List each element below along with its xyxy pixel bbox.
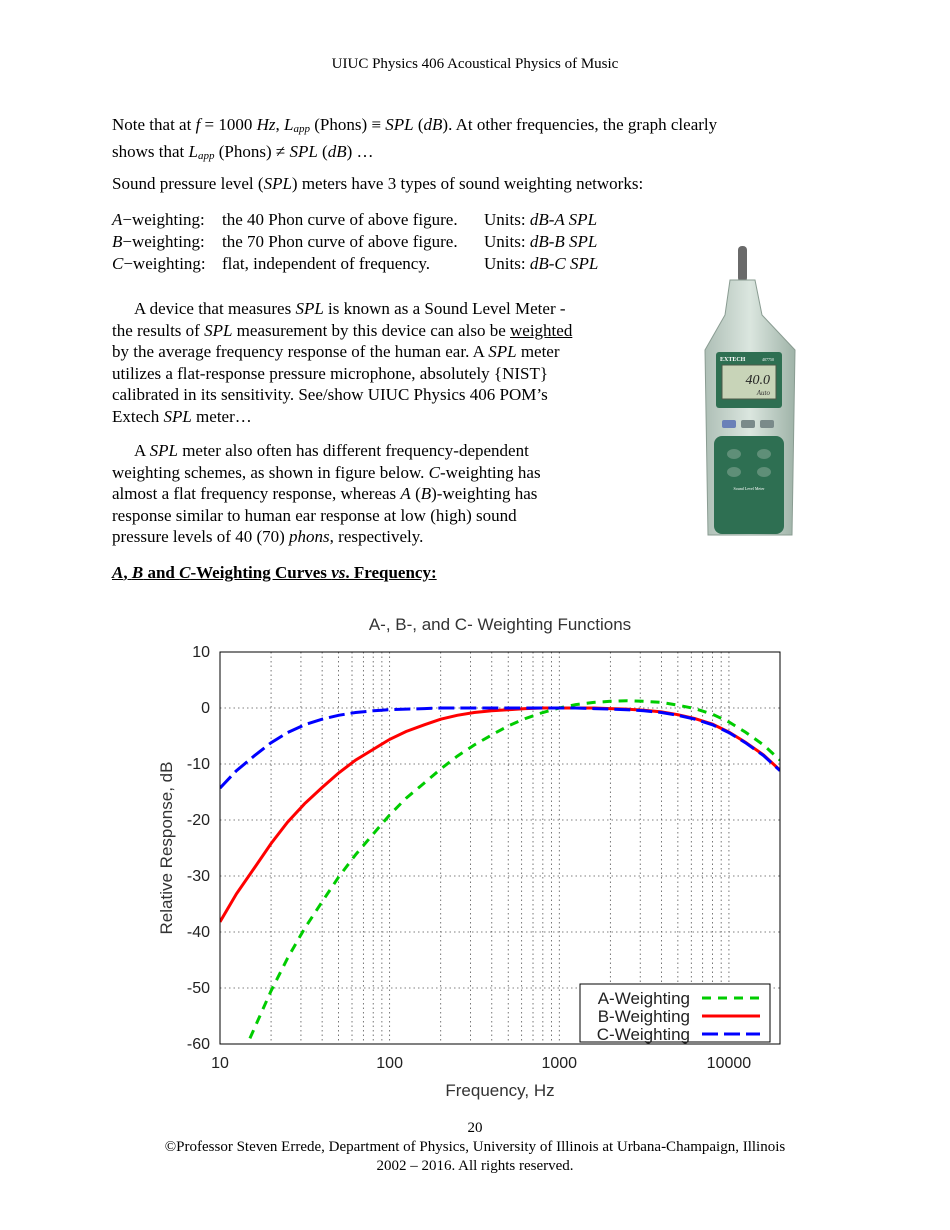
- footer-line-2: 2002 – 2016. All rights reserved.: [376, 1158, 574, 1174]
- page-number: 20: [467, 1120, 483, 1136]
- x-tick-label: 100: [376, 1055, 403, 1072]
- weighting-row-b: B−weighting: the 70 Phon curve of above figure. Units: dB-B SPL: [112, 232, 598, 251]
- meter-key-2: [757, 449, 771, 459]
- chart-legend: [580, 984, 770, 1044]
- microphone-icon: [738, 246, 747, 282]
- weighting-row-a: A−weighting: the 40 Phon curve of above figure. Units: dB-A SPL: [112, 210, 598, 229]
- meter-model: 407750: [762, 357, 774, 362]
- weighting-schemes-paragraph: A SPL meter also often has different frequency-dependent weighting schemes, as shown in figure below. C-weighting has almost a flat frequency response, whereas A (B)-weighting has response similar to human ear response at low (high) sound pressure levels of 40 (70) phons, respectively.: [112, 441, 541, 546]
- page-header: UIUC Physics 406 Acoustical Physics of Music: [331, 56, 619, 72]
- meter-display-mode: Auto: [756, 389, 770, 397]
- legend-label: C-Weighting: [596, 1025, 690, 1044]
- series-b-weighting: [220, 708, 780, 922]
- chart-xlabel: Frequency, Hz: [445, 1081, 555, 1100]
- y-tick-label: 10: [192, 644, 210, 661]
- meter-key-4: [757, 467, 771, 477]
- meter-button-2: [741, 420, 755, 428]
- meter-button-3: [760, 420, 774, 428]
- footer-line-1: ©Professor Steven Errede, Department of Physics, University of Illinois at Urbana-Champaign, Illinois: [164, 1139, 786, 1155]
- section-heading: A, B and C-Weighting Curves vs. Frequency:: [112, 563, 437, 582]
- legend-label: B-Weighting: [597, 1007, 690, 1026]
- y-tick-label: -50: [186, 980, 210, 997]
- x-tick-label: 10000: [706, 1055, 752, 1072]
- meter-display-value: 40.0: [745, 373, 770, 388]
- weighting-chart: [140, 608, 800, 1108]
- y-tick-label: -20: [186, 812, 210, 829]
- y-tick-label: -40: [186, 924, 210, 941]
- chart-ylabel: Relative Response, dB: [157, 761, 176, 935]
- x-tick-label: 1000: [541, 1055, 578, 1072]
- intro-line-1: Note that at f = 1000 Hz, $L_{app}$ (Phons) ≡ SPL (dB). At other frequencies, the graph clearly: [112, 115, 718, 135]
- y-tick-label: -60: [186, 1036, 210, 1053]
- x-tick-label: 10: [211, 1055, 229, 1072]
- meter-key-1: [727, 449, 741, 459]
- meter-brand: EXTECH: [720, 357, 746, 363]
- meter-key-3: [727, 467, 741, 477]
- weighting-row-c: C−weighting: flat, independent of frequency. Units: dB-C SPL: [112, 254, 599, 273]
- meter-button-1: [722, 420, 736, 428]
- intro-line-2: shows that $L_{app}$ (Phons) ≠ SPL (dB) …: [112, 141, 374, 162]
- footer: [0, 1138, 950, 1176]
- chart-title: A-, B-, and C- Weighting Functions: [368, 615, 632, 634]
- intro-paragraph: [112, 114, 717, 167]
- sound-level-meter-image: [700, 240, 800, 540]
- meter-caption: Sound Level Meter: [733, 486, 765, 491]
- y-tick-label: -10: [186, 756, 210, 773]
- legend-label: A-Weighting: [597, 989, 690, 1008]
- sound-level-meter-paragraph: A device that measures SPL is known as a Sound Level Meter - the results of SPL measurement by this device can also be weighted by the average frequency response of the human ear. A SPL meter utilizes a flat-response pressure microphone, absolutely {NIST} calibrated in its sensitivity. See/show UIUC Physics 406 POM’s Extech SPL meter…: [112, 299, 573, 426]
- meters-intro: Sound pressure level (SPL) meters have 3 types of sound weighting networks:: [112, 174, 644, 193]
- y-tick-label: 0: [201, 700, 210, 717]
- y-tick-label: -30: [186, 868, 210, 885]
